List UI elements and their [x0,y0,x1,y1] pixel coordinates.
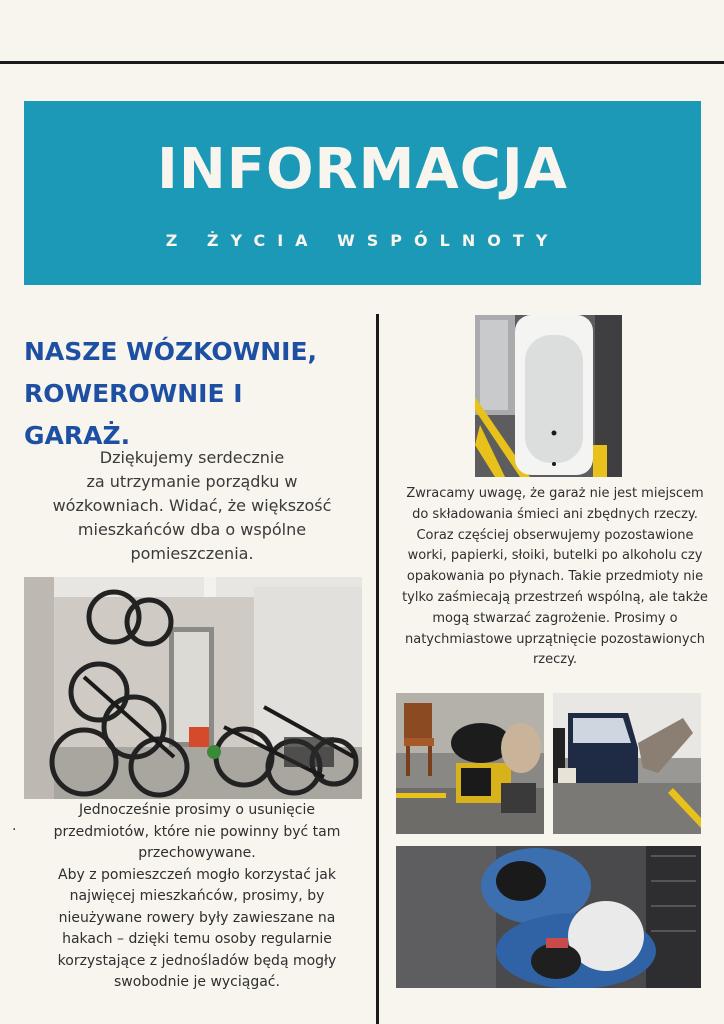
intro-paragraph: Dziękujemy serdecznie za utrzymanie porządku w wózkowniach. Widać, że większość mieszkańców dba o wspólne pomieszczenia. [52,448,332,563]
bike-room-photo [24,577,362,799]
removal-request-text: Jednocześnie prosimy o usunięcie przedmiotów, które nie powinny być tam przechowywane. [53,802,341,861]
bathtub-photo [475,315,622,477]
banner-subtitle: Z ŻYCIA WSPÓLNOTY [165,231,560,250]
trash-bags-photo [396,846,701,988]
banner-title: INFORMACJA [156,137,569,202]
garage-warning-text: Zwracamy uwagę, że garaż nie jest miejscem do składowania śmieci ani zbędnych rzeczy. Coraz częściej obserwujemy pozostawione worki, papierki, słoiki, butelki po alkoholu czy opakowania po płynach. Takie przedmioty nie tylko zaśmiecają przestrzeń wspólną, ale także mogą stwarzać zagrożenie. Prosimy o natychmiastowe uprzątnięcie pozostawionych rzeczy. [402,486,708,668]
bottom-paragraphs [24,800,370,994]
section-heading: NASZE WÓZKOWNIE, ROWEROWNIE I GARAŻ. [24,337,318,450]
header-banner [24,101,701,285]
car-door-photo [553,693,701,834]
column-divider [376,314,379,1024]
garage-junk-photo [396,693,544,834]
hooks-request-text: Aby z pomieszczeń mogło korzystać jak najwięcej mieszkańców, prosimy, by nieużywane rowery były zawieszane na hakach – dzięki temu osoby regularnie korzystające z jednośladów będą mogły swobodnie je wyciągać. [57,866,337,990]
top-rule [0,61,724,64]
bullet-marker: · [12,822,17,838]
